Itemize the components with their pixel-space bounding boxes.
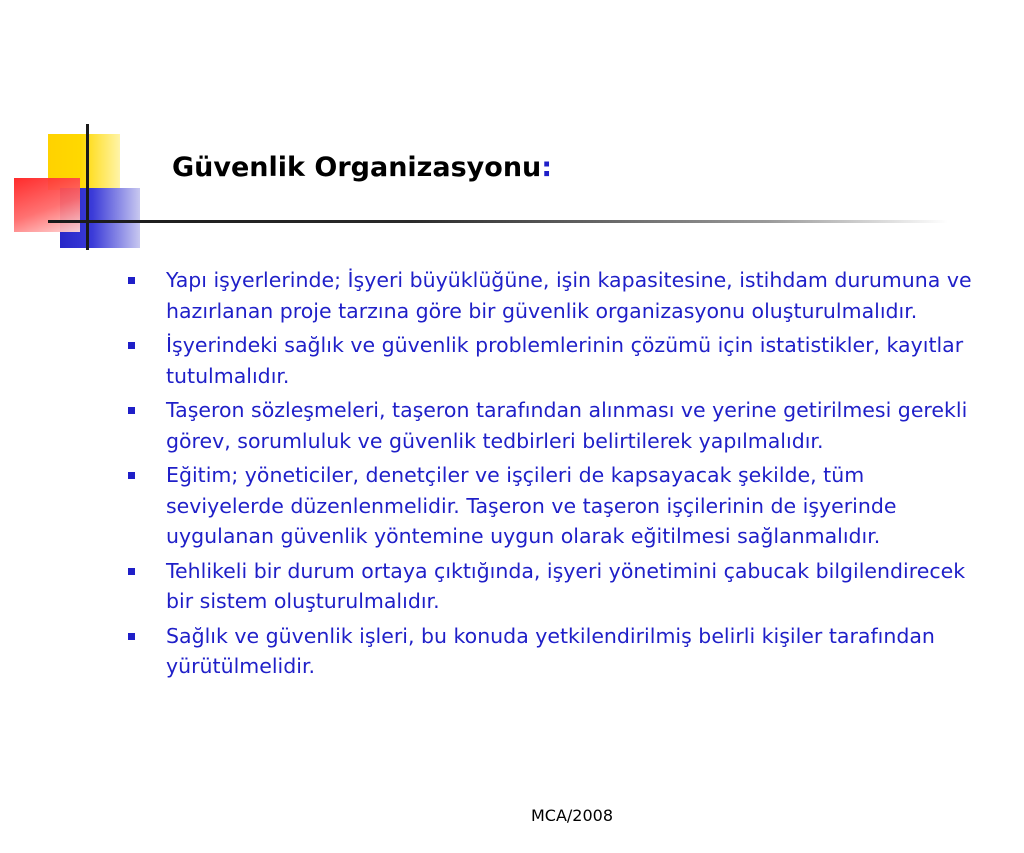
bullet-item — [128, 330, 978, 391]
square-bullet-icon — [128, 472, 135, 479]
slide-title-text: Güvenlik Organizasyonu — [172, 152, 542, 183]
bullet-text: Taşeron sözleşmeleri, taşeron tarafından alınması ve yerine getirilmesi gerekli görev, sorumluluk ve güvenlik tedbirleri belirtilerek yapılmalıdır. — [166, 398, 968, 453]
bullet-text: İşyerindeki sağlık ve güvenlik problemlerinin çözümü için istatistikler, kayıtlar tutulmalıdır. — [166, 333, 964, 388]
square-bullet-icon — [128, 407, 135, 414]
bullet-list — [128, 265, 978, 686]
square-bullet-icon — [128, 342, 135, 349]
bullet-text: Sağlık ve güvenlik işleri, bu konuda yetkilendirilmiş belirli kişiler tarafından yürütülmelidir. — [166, 623, 935, 678]
square-bullet-icon — [128, 277, 135, 284]
bullet-text: Tehlikeli bir durum ortaya çıktığında, işyeri yönetimini çabucak bilgilendirecek bir sistem oluşturulmalıdır. — [166, 558, 966, 613]
slide-title-colon: : — [541, 152, 553, 183]
square-bullet-icon — [128, 633, 135, 640]
vertical-rule — [86, 124, 89, 250]
bullet-item — [128, 556, 978, 617]
bullet-item — [128, 621, 978, 682]
bullet-text: Eğitim; yöneticiler, denetçiler ve işçileri de kapsayacak şekilde, tüm seviyelerde düzenlenmelidir. Taşeron ve taşeron işçilerinin de işyerinde uygulanan güvenlik yöntemine uygun olarak eğitilmesi sağlanmalıdır. — [166, 463, 897, 548]
title-underline-rule — [48, 220, 948, 223]
bullet-item — [128, 265, 978, 326]
slide-title — [172, 152, 552, 183]
square-bullet-icon — [128, 568, 135, 575]
slide-footer: MCA/2008 — [530, 806, 614, 825]
bullet-text: Yapı işyerlerinde; İşyeri büyüklüğüne, işin kapasitesine, istihdam durumuna ve hazırlanan proje tarzına göre bir güvenlik organizasyonu oluşturulmalıdır. — [166, 268, 972, 323]
red-square-decoration — [14, 178, 80, 232]
bullet-item — [128, 460, 978, 552]
bullet-item — [128, 395, 978, 456]
